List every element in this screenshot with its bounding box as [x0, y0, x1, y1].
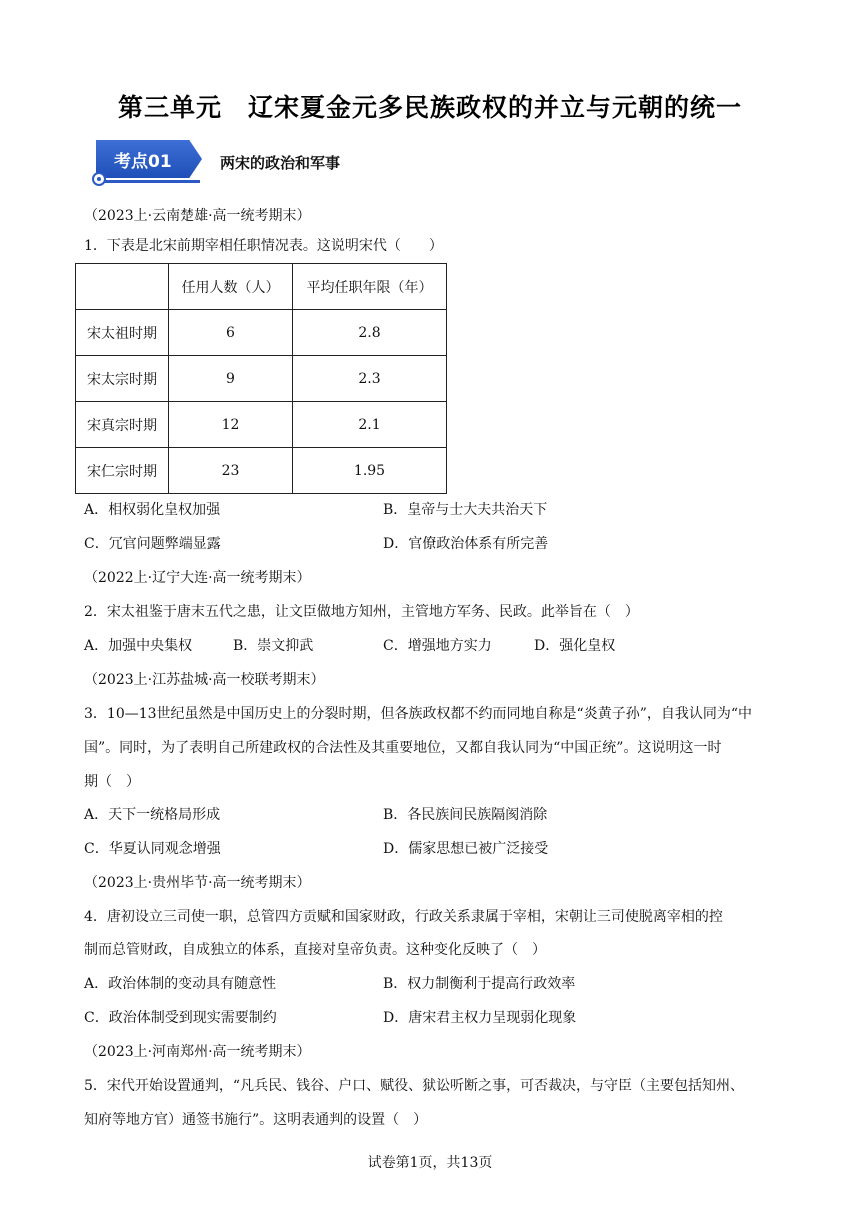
q4-option-b: B．权力制衡利于提高行政效率 [383, 976, 576, 992]
table-row [76, 448, 447, 494]
table-cell: 宋仁宗时期 [76, 448, 169, 494]
table-cell: 宋太宗时期 [76, 356, 169, 402]
table-cell: 9 [169, 356, 293, 402]
q1-option-b: B．皇帝与士大夫共治天下 [383, 502, 548, 518]
q4-option-d: D．唐宋君主权力呈现弱化现象 [383, 1010, 577, 1026]
q4-option-a: A．政治体制的变动具有随意性 [84, 976, 277, 992]
q3-option-d: D．儒家思想已被广泛接受 [383, 841, 549, 857]
q2-stem: 2．宋太祖鉴于唐末五代之患，让文臣做地方知州，主管地方军务、民政。此举旨在（ ） [84, 604, 639, 620]
q5-source: （2023上·河南郑州·高一统考期末） [84, 1044, 311, 1060]
unit-title: 第三单元 辽宋夏金元多民族政权的并立与元朝的统一 [117, 93, 742, 122]
table-header-row [76, 264, 447, 310]
q1-stem: 1．下表是北宋前期宰相任职情况表。这说明宋代（ ） [84, 238, 443, 254]
table-cell: 宋太祖时期 [76, 310, 169, 356]
q2-option-a: A．加强中央集权 [84, 638, 193, 654]
q3-stem-line: 3．10—13世纪虽然是中国历史上的分裂时期，但各族政权都不约而同地自称是“炎黄子孙”，自我认同为“中 [84, 706, 753, 722]
q5-stem-line: 知府等地方官）通签书施行”。这明表通判的设置（ ） [84, 1112, 428, 1128]
table-cell: 12 [169, 402, 293, 448]
q5-stem-line: 5．宋代开始设置通判，“凡兵民、钱谷、户口、赋役、狱讼听断之事，可否裁决，与守臣（主要包括知州、 [84, 1078, 745, 1094]
table-row [76, 310, 447, 356]
table-cell: 2.1 [293, 402, 447, 448]
q4-stem-line: 4．唐初设立三司使一职，总管四方贡赋和国家财政，行政关系隶属于宰相，宋朝让三司使脱离宰相的控 [84, 909, 723, 925]
badge-label: 考点01 [114, 152, 172, 172]
q3-option-c: C．华夏认同观念增强 [84, 841, 221, 857]
q4-source: （2023上·贵州毕节·高一统考期末） [84, 875, 311, 891]
table-row [76, 356, 447, 402]
table-cell: 23 [169, 448, 293, 494]
badge-dot-icon [92, 172, 106, 186]
q3-stem-line: 国”。同时，为了表明自己所建政权的合法性及其重要地位，又都自我认同为“中国正统”。这说明这一时 [84, 740, 722, 756]
table-cell: 2.8 [293, 310, 447, 356]
q2-option-c: C．增强地方实力 [383, 638, 492, 654]
q2-source: （2022上·辽宁大连·高一统考期末） [84, 570, 311, 586]
table-cell: 6 [169, 310, 293, 356]
section-topic: 两宋的政治和军事 [220, 154, 341, 172]
q4-stem-line: 制而总管财政，自成独立的体系，直接对皇帝负责。这种变化反映了（ ） [84, 942, 546, 958]
badge-underline [96, 180, 200, 183]
q3-source: （2023上·江苏盐城·高一校联考期末） [84, 672, 325, 688]
table-header-cell: 平均任职年限（年） [293, 264, 447, 310]
q1-option-d: D．官僚政治体系有所完善 [383, 536, 549, 552]
table-cell: 2.3 [293, 356, 447, 402]
q3-option-b: B．各民族间民族隔阂消除 [383, 807, 548, 823]
q2-option-b: B．崇文抑武 [233, 638, 314, 654]
q4-option-c: C．政治体制受到现实需要制约 [84, 1010, 277, 1026]
table-row [76, 402, 447, 448]
page-footer: 试卷第1页，共13页 [367, 1155, 493, 1171]
table-cell: 1.95 [293, 448, 447, 494]
q3-stem-line: 期（ ） [84, 774, 140, 790]
q1-table [75, 263, 447, 494]
table-header-cell: 任用人数（人） [169, 264, 293, 310]
q1-option-a: A．相权弱化皇权加强 [84, 502, 221, 518]
section-badge [92, 140, 204, 186]
q1-option-c: C．冗官问题弊端显露 [84, 536, 221, 552]
table-cell: 宋真宗时期 [76, 402, 169, 448]
q2-option-d: D．强化皇权 [534, 638, 616, 654]
q1-source: （2023上·云南楚雄·高一统考期末） [84, 208, 311, 224]
q3-option-a: A．天下一统格局形成 [84, 807, 221, 823]
table-header-cell [76, 264, 169, 310]
